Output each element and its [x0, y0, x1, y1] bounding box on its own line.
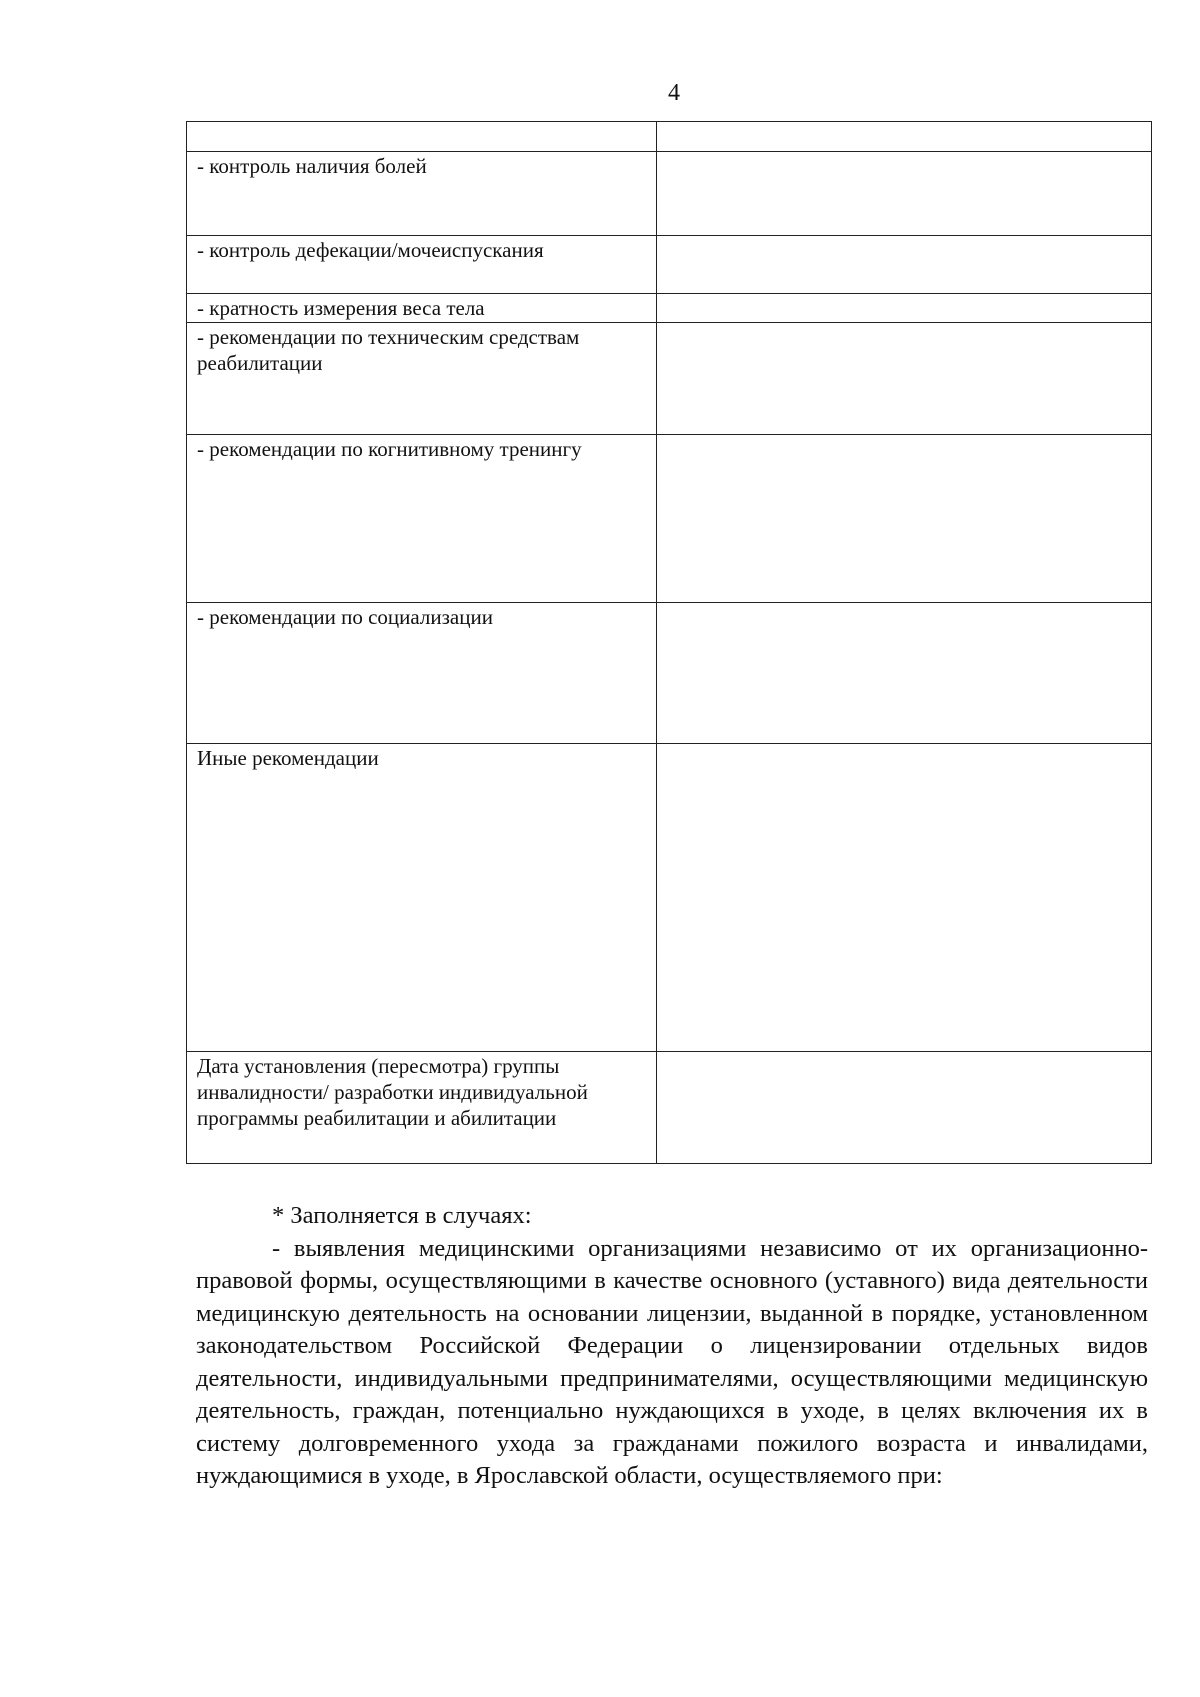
row-value-field[interactable]	[657, 323, 1152, 435]
row-value-field[interactable]	[657, 294, 1152, 323]
page-number: 4	[668, 80, 680, 106]
row-value-field[interactable]	[657, 603, 1152, 744]
table-row-disability-date	[187, 1052, 1152, 1164]
table-row-weight-frequency	[187, 294, 1152, 323]
row-label: Дата установления (пересмотра) группы инвалидности/ разработки индивидуальной программы реабилитации и абилитации	[187, 1052, 657, 1164]
row-label: Иные рекомендации	[187, 744, 657, 1052]
table-row-header	[187, 122, 1152, 152]
row-value-field[interactable]	[657, 435, 1152, 603]
table-row-socialization	[187, 603, 1152, 744]
row-label	[187, 122, 657, 152]
table-row-rehab-equipment	[187, 323, 1152, 435]
row-label: - рекомендации по техническим средствам реабилитации	[187, 323, 657, 435]
footnote-heading: * Заполняется в случаях:	[272, 1202, 532, 1229]
footnote-body: - выявления медицинскими организациями независимо от их организационно-правовой формы, осуществляющими в качестве основного (уставного) вида деятельности медицинскую деятельность на основании лицензии, выданной в порядке, установленном законодательством Российской Федерации о лицензировании отдельных видов деятельности, индивидуальными предпринимателями, осуществляющими медицинскую деятельность, граждан, потенциально нуждающихся в уходе, в целях включения их в систему долговременного ухода за гражданами пожилого возраста и инвалидами, нуждающимися в уходе, в Ярославской области, осуществляемого при:	[196, 1234, 1148, 1489]
row-label: - рекомендации по социализации	[187, 603, 657, 744]
table-row-other-recommendations	[187, 744, 1152, 1052]
row-label: - кратность измерения веса тела	[187, 294, 657, 323]
row-value-field[interactable]	[657, 152, 1152, 236]
row-value-field[interactable]	[657, 122, 1152, 152]
table-row-cognitive-training	[187, 435, 1152, 603]
row-value-field[interactable]	[657, 1052, 1152, 1164]
row-label: - рекомендации по когнитивному тренингу	[187, 435, 657, 603]
table-row-defecation-control	[187, 236, 1152, 294]
row-value-field[interactable]	[657, 236, 1152, 294]
row-label: - контроль наличия болей	[187, 152, 657, 236]
row-value-field[interactable]	[657, 744, 1152, 1052]
assessment-table	[186, 121, 1152, 1164]
footnote-section	[196, 1200, 1148, 1493]
table-row-pain-control	[187, 152, 1152, 236]
row-label: - контроль дефекации/мочеиспускания	[187, 236, 657, 294]
